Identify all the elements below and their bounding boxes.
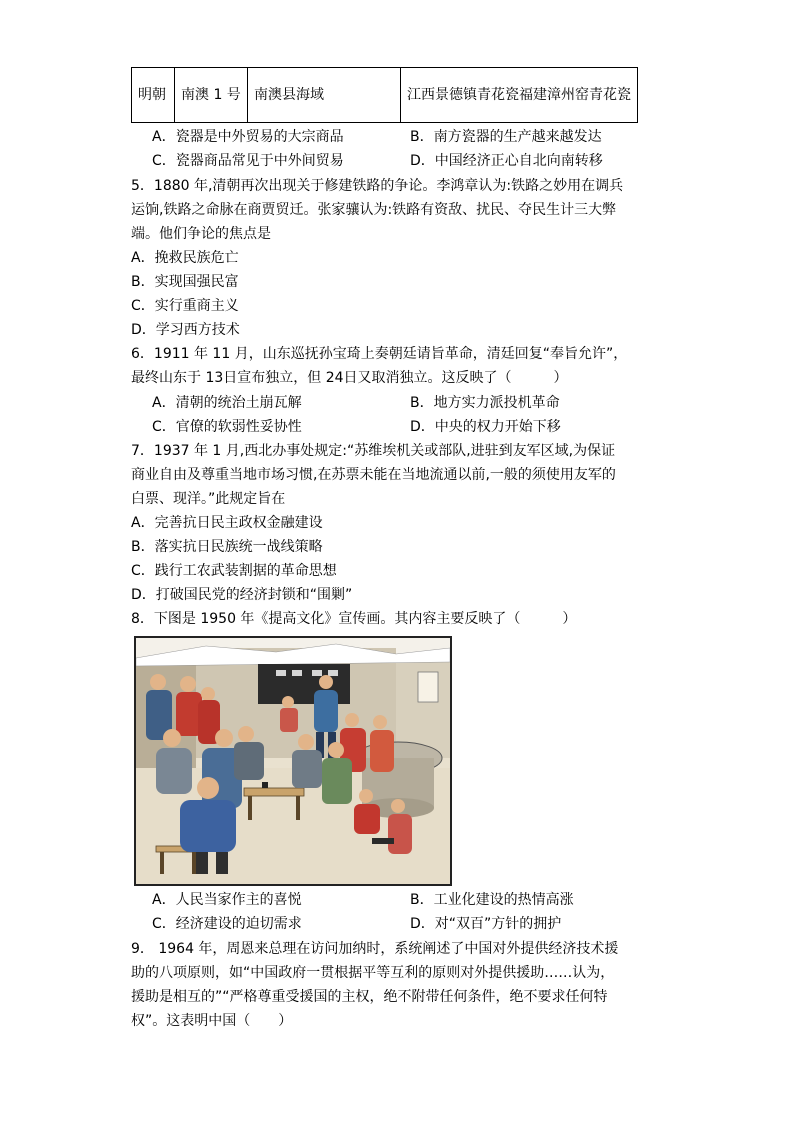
q7-option-c: C．践行工农武装割据的革命思想 [131, 563, 337, 579]
q5-stem-line1: 5．1880 年,清朝再次出现关于修建铁路的争论。李鸿章认为:铁路之妙用在调兵 [131, 178, 624, 194]
q6-option-b: B．地方实力派投机革命 [410, 395, 560, 411]
table-cell-location: 南澳县海域 [248, 68, 401, 123]
q8-stem-line1: 8．下图是 1950 年《提高文化》宣传画。其内容主要反映了（ ） [131, 611, 577, 627]
q5-option-b: B．实现国强民富 [131, 274, 239, 290]
q5-stem-line2: 运饷,铁路之命脉在商贾贸迁。张家骧认为:铁路有资敌、扰民、夺民生计三大弊 [131, 202, 617, 218]
q4-option-c: C．瓷器商品常见于中外间贸易 [152, 153, 344, 169]
q8-option-c: C．经济建设的迫切需求 [152, 916, 302, 932]
q8-option-b: B．工业化建设的热情高涨 [410, 892, 574, 908]
table-cell-ship: 南澳 1 号 [175, 68, 248, 123]
q7-stem-line1: 7．1937 年 1 月,西北办事处规定:“苏维埃机关或部队,进驻到友军区域,为保证 [131, 443, 616, 459]
q9-stem-line3: 援助是相互的”“严格尊重受援国的主权，绝不附带任何条件，绝不要求任何特 [131, 989, 608, 1005]
q9-stem-line1: 9． 1964 年，周恩来总理在访问加纳时，系统阐述了中国对外提供经济技术援 [131, 941, 619, 957]
table-row [132, 68, 638, 123]
q6-option-d: D．中央的权力开始下移 [410, 419, 561, 435]
q4-option-a: A．瓷器是中外贸易的大宗商品 [152, 129, 344, 145]
q8-option-a: A．人民当家作主的喜悦 [152, 892, 302, 908]
artifact-table [131, 67, 638, 123]
table-cell-dynasty: 明朝 [132, 68, 175, 123]
propaganda-painting [134, 636, 452, 886]
q7-option-d: D．打破国民党的经济封锁和“围剿” [131, 587, 353, 603]
q7-option-b: B．落实抗日民族统一战线策略 [131, 539, 323, 555]
q7-option-a: A．完善抗日民主政权金融建设 [131, 515, 323, 531]
q8-option-d: D．对“双百”方针的拥护 [410, 916, 562, 932]
q6-option-c: C．官僚的软弱性妥协性 [152, 419, 302, 435]
q5-option-c: C．实行重商主义 [131, 298, 239, 314]
q6-stem-line1: 6．1911 年 11 月，山东巡抚孙宝琦上奏朝廷请旨革命，清廷回复“奉旨允许”， [131, 346, 628, 362]
q6-option-a: A．清朝的统治土崩瓦解 [152, 395, 302, 411]
q4-option-d: D．中国经济正心自北向南转移 [410, 153, 603, 169]
q9-stem-line4: 权”。这表明中国（ ） [131, 1013, 293, 1029]
q7-stem-line3: 白票、现洋。”此规定旨在 [131, 491, 286, 507]
table-cell-porcelain: 江西景德镇青花瓷福建漳州窑青花瓷 [401, 68, 638, 123]
q7-stem-line2: 商业自由及尊重当地市场习惯,在苏票未能在当地流通以前,一般的须使用友军的 [131, 467, 616, 483]
q4-option-b: B．南方瓷器的生产越来越发达 [410, 129, 602, 145]
painting-illustration [136, 638, 450, 884]
q5-option-a: A．挽救民族危亡 [131, 250, 239, 266]
q9-stem-line2: 助的八项原则，如“中国政府一贯根据平等互利的原则对外提供援助……认为， [131, 965, 615, 981]
q6-stem-line2: 最终山东于 13日宣布独立，但 24日又取消独立。这反映了（ ） [131, 370, 568, 386]
q5-stem-line3: 端。他们争论的焦点是 [131, 226, 271, 242]
q5-option-d: D．学习西方技术 [131, 322, 240, 338]
